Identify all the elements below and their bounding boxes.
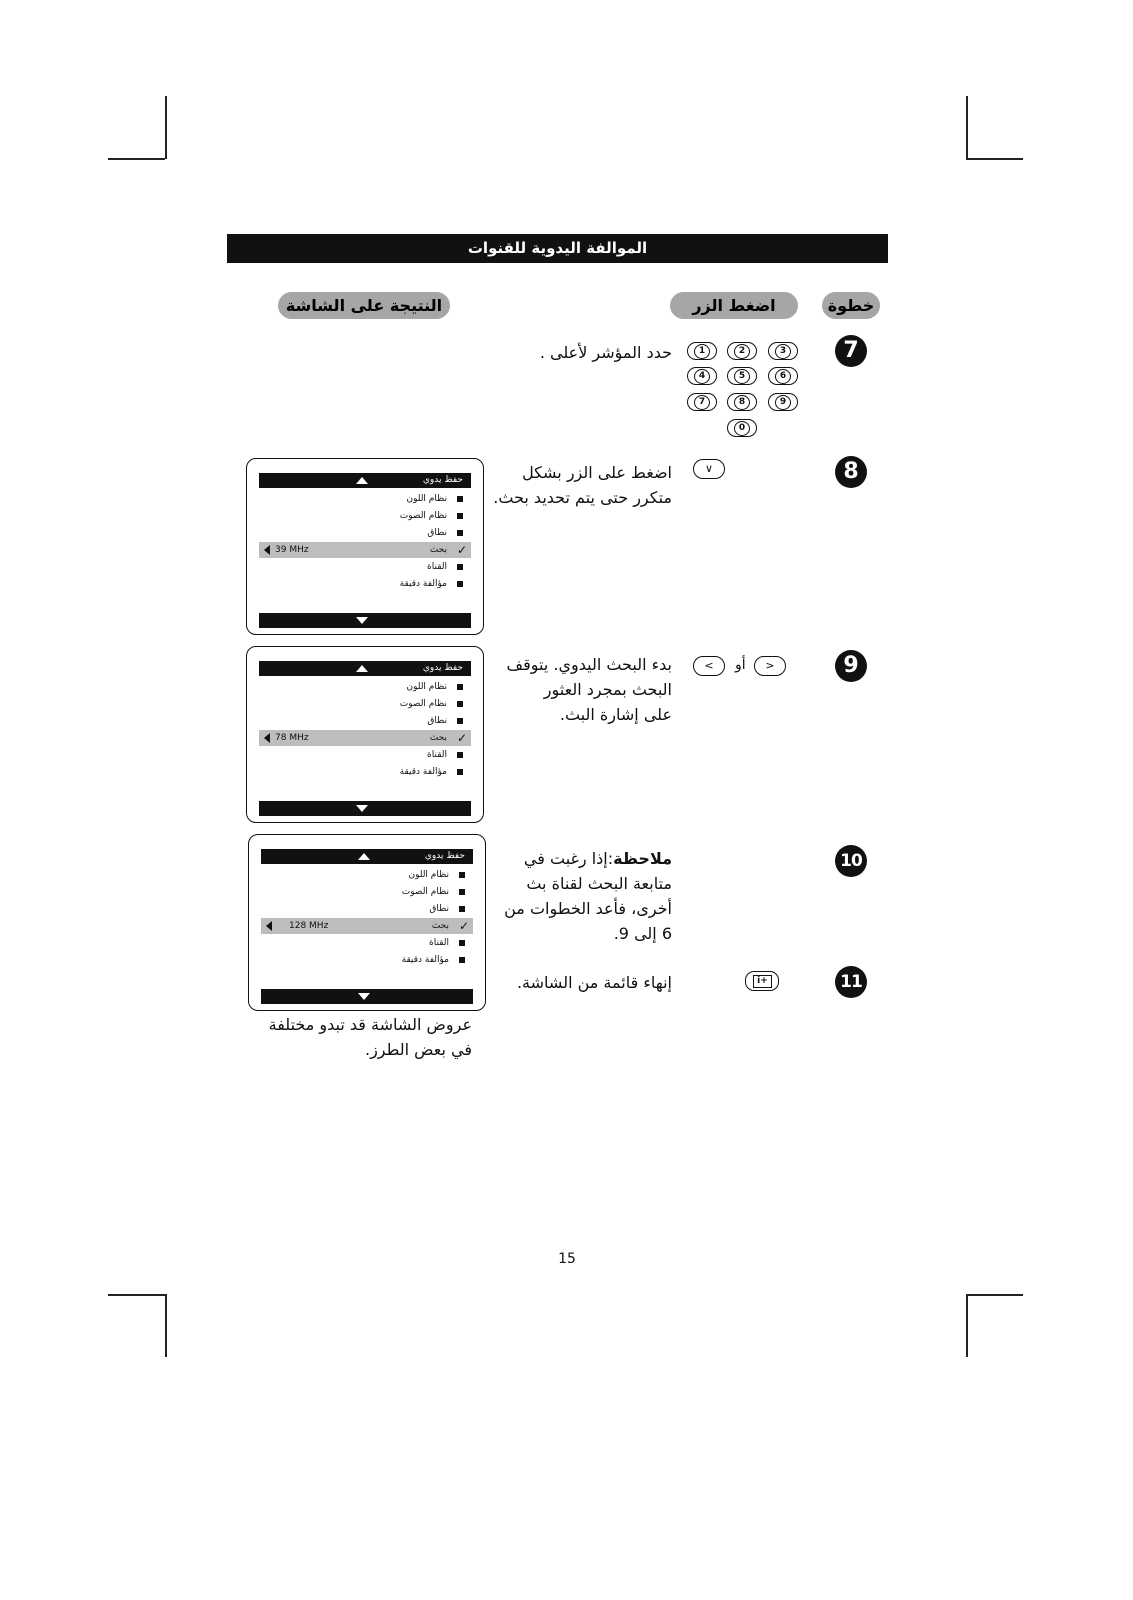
step-number-10: 10 — [835, 845, 867, 877]
header-step: خطوة — [822, 292, 880, 319]
step-number-7: 7 — [835, 335, 867, 367]
right-key[interactable] — [754, 656, 786, 676]
step-9-line: البحث بمجرد العثور — [543, 680, 672, 699]
osd-screen-2 — [246, 646, 484, 823]
step-8-text: اضغط على الزر بشكل متكرر حتى يتم تحديد بحث. — [493, 463, 672, 507]
osd-item-selected: ✓ بحث 39 MHz — [259, 542, 471, 558]
frequency-value: 128 MHz — [289, 921, 329, 931]
step-9-text — [496, 652, 672, 727]
step-10-line: متابعة البحث لقناة بث — [526, 874, 672, 893]
crop-mark — [165, 1294, 167, 1357]
triangle-left-icon — [266, 921, 272, 931]
crop-mark — [108, 1294, 165, 1296]
key-7[interactable]: 7 — [687, 393, 717, 411]
osd-footer — [261, 989, 473, 1004]
step-10-line: أخرى، فأعد الخطوات من — [504, 899, 672, 918]
note-label: ملاحظة — [613, 849, 672, 868]
step-9-line: بدء البحث اليدوي. يتوقف — [506, 655, 672, 674]
header-press-button: اضغط الزر — [670, 292, 798, 319]
osd-item: القناة — [261, 935, 473, 951]
arrow-down-icon — [356, 617, 368, 624]
osd-item: مؤالفة دقيقة — [259, 764, 471, 780]
osd-item: نطاق — [261, 901, 473, 917]
crop-mark — [966, 96, 968, 159]
info-key[interactable] — [745, 971, 779, 991]
osd-screen-1 — [246, 458, 484, 635]
triangle-left-icon — [264, 545, 270, 555]
step-10-line: 6 إلى 9. — [613, 924, 672, 943]
arrow-down-icon — [358, 993, 370, 1000]
step-10-line: ملاحظة:إذا رغبت في — [523, 849, 672, 868]
osd-header — [259, 661, 471, 676]
frequency-value: 39 MHz — [275, 545, 309, 555]
checkmark-icon: ✓ — [458, 919, 469, 933]
osd-item: القناة — [259, 559, 471, 575]
osd-item-selected: ✓ بحث 128 MHz — [261, 918, 473, 934]
osd-item: نظام الصوت — [259, 696, 471, 712]
key-9[interactable]: 9 — [768, 393, 798, 411]
osd-header-label: حفظ يدوي — [422, 663, 463, 673]
step-7-text: حدد المؤشر لأعلى . — [539, 343, 672, 362]
key-0[interactable]: 0 — [727, 419, 757, 437]
crop-mark — [165, 96, 167, 159]
arrow-down-icon — [356, 805, 368, 812]
key-8[interactable]: 8 — [727, 393, 757, 411]
checkmark-icon: ✓ — [456, 543, 467, 557]
screen-caption — [262, 1012, 472, 1062]
left-key[interactable] — [693, 656, 725, 676]
osd-header-label: حفظ يدوي — [422, 475, 463, 485]
arrow-up-icon — [356, 665, 368, 672]
osd-item: نظام اللون — [259, 491, 471, 507]
arrow-up-icon — [358, 853, 370, 860]
down-key[interactable] — [693, 459, 725, 479]
or-label: أو — [735, 657, 746, 673]
step-number-9: 9 — [835, 650, 867, 682]
crop-mark — [966, 1294, 968, 1357]
osd-item: نظام اللون — [259, 679, 471, 695]
key-3[interactable]: 3 — [768, 342, 798, 360]
step-10-note — [500, 846, 672, 946]
frequency-value: 78 MHz — [275, 733, 309, 743]
step-11-text: إنهاء قائمة من الشاشة. — [516, 973, 672, 992]
osd-item: نطاق — [259, 525, 471, 541]
caption-line: عروض الشاشة قد تبدو مختلفة — [268, 1015, 472, 1034]
osd-screen-3 — [248, 834, 486, 1011]
crop-mark — [108, 158, 165, 160]
page-title: الموالفة اليدوية للقنوات — [227, 234, 888, 263]
osd-footer — [259, 613, 471, 628]
osd-header-label: حفظ يدوي — [424, 851, 465, 861]
osd-item: نطاق — [259, 713, 471, 729]
osd-header — [261, 849, 473, 864]
chevron-right-icon: > — [765, 659, 775, 672]
crop-mark — [966, 1294, 1023, 1296]
crop-mark — [966, 158, 1023, 160]
key-2[interactable]: 2 — [727, 342, 757, 360]
chevron-down-icon: ∨ — [704, 462, 714, 475]
osd-footer — [259, 801, 471, 816]
caption-line: في بعض الطرز. — [364, 1040, 472, 1059]
key-1[interactable]: 1 — [687, 342, 717, 360]
osd-item: مؤالفة دقيقة — [261, 952, 473, 968]
key-4[interactable]: 4 — [687, 367, 717, 385]
header-screen-result: النتيجة على الشاشة — [278, 292, 450, 319]
checkmark-icon: ✓ — [456, 731, 467, 745]
triangle-left-icon — [264, 733, 270, 743]
info-button-icon: i+ — [753, 975, 772, 988]
osd-item: القناة — [259, 747, 471, 763]
arrow-up-icon — [356, 477, 368, 484]
chevron-left-icon: < — [704, 659, 714, 672]
page-number: 15 — [558, 1251, 576, 1267]
osd-item: مؤالفة دقيقة — [259, 576, 471, 592]
osd-item: نظام الصوت — [261, 884, 473, 900]
step-number-11: 11 — [835, 966, 867, 998]
osd-item-selected: ✓ بحث 78 MHz — [259, 730, 471, 746]
step-9-line: على إشارة البث. — [559, 705, 672, 724]
osd-header — [259, 473, 471, 488]
osd-item: نظام الصوت — [259, 508, 471, 524]
key-6[interactable]: 6 — [768, 367, 798, 385]
step-number-8: 8 — [835, 456, 867, 488]
osd-item: نظام اللون — [261, 867, 473, 883]
key-5[interactable]: 5 — [727, 367, 757, 385]
